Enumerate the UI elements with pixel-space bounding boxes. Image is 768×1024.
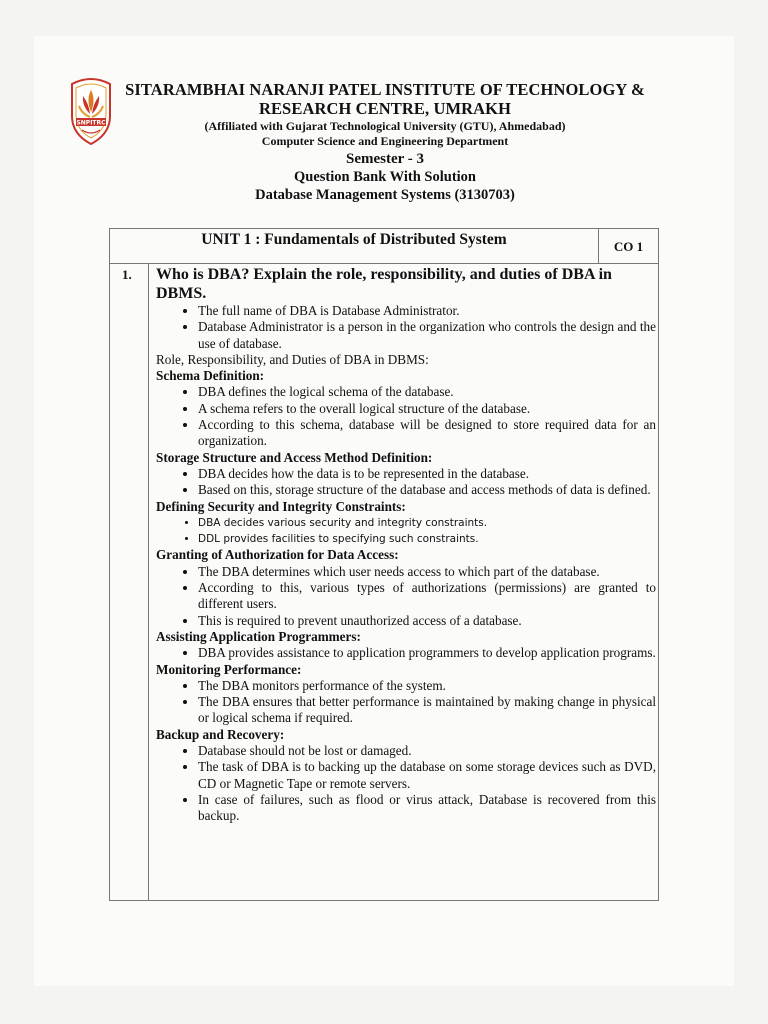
question-number: 1. xyxy=(122,267,132,282)
intro-list xyxy=(156,303,656,352)
institute-name-line2: RESEARCH CENTRE, UMRAKH xyxy=(258,99,512,118)
department: Computer Science and Engineering Department xyxy=(261,134,509,148)
question-number-column xyxy=(110,263,149,900)
schema-list xyxy=(156,384,656,449)
list-item: • Database Administrator is a person in the organization who controls the design and the use of database. xyxy=(198,319,656,352)
authorization-list xyxy=(156,564,656,629)
monitoring-list xyxy=(156,678,656,727)
list-item: • The task of DBA is to backing up the database on some storage devices such as DVD, CD or Magnetic Tape or remote servers. xyxy=(198,759,656,792)
list-item: • DBA defines the logical schema of the database. xyxy=(198,384,656,400)
list-item: • A schema refers to the overall logical structure of the database. xyxy=(198,401,656,417)
unit-header-row xyxy=(110,229,658,264)
list-item: • This is required to prevent unauthorized access of a database. xyxy=(198,613,656,629)
question-text: Who is DBA? Explain the role, responsibility, and duties of DBA in DBMS. xyxy=(156,266,612,302)
list-item: • DBA decides various security and integrity constraints. xyxy=(198,515,656,531)
course-outcome-cell: CO 1 xyxy=(598,229,658,263)
security-list xyxy=(156,515,656,548)
document-type: Question Bank With Solution xyxy=(294,169,476,185)
institute-logo xyxy=(66,72,116,148)
list-item: • In case of failures, such as flood or virus attack, Database is recovered from this backup. xyxy=(198,792,656,825)
backup-list xyxy=(156,743,656,824)
subject-title: Database Management Systems (3130703) xyxy=(255,187,515,203)
section-heading-assisting: Assisting Application Programmers: xyxy=(156,628,361,644)
assisting-list xyxy=(156,645,656,661)
list-item: • Database should not be lost or damaged. xyxy=(198,743,656,759)
affiliation: (Affiliated with Gujarat Technological University (GTU), Ahmedabad) xyxy=(204,119,566,133)
logo-text: SNPITRC xyxy=(76,119,106,127)
section-heading-monitoring: Monitoring Performance: xyxy=(156,661,302,677)
roles-heading: Role, Responsibility, and Duties of DBA in DBMS: xyxy=(156,351,429,367)
section-heading-security: Defining Security and Integrity Constraints: xyxy=(156,498,406,514)
section-heading-backup: Backup and Recovery: xyxy=(156,726,285,742)
list-item: • DBA decides how the data is to be represented in the database. xyxy=(198,466,656,482)
document-header xyxy=(120,80,650,204)
list-item: • According to this schema, database will be designed to store required data for an organization. xyxy=(198,417,656,450)
section-heading-schema: Schema Definition: xyxy=(156,368,265,384)
section-heading-authorization: Granting of Authorization for Data Access: xyxy=(156,547,399,563)
storage-list xyxy=(156,466,656,499)
list-item: • The DBA monitors performance of the system. xyxy=(198,678,656,694)
semester: Semester - 3 xyxy=(345,151,425,167)
institute-name-line1: SITARAMBHAI NARANJI PATEL INSTITUTE OF TECHNOLOGY & xyxy=(125,80,645,99)
list-item: • Based on this, storage structure of the database and access methods of data is defined. xyxy=(198,482,656,498)
list-item: • The DBA determines which user needs access to which part of the database. xyxy=(198,564,656,580)
unit-title: UNIT 1 : Fundamentals of Distributed System xyxy=(201,231,507,248)
list-item: • DBA provides assistance to application programmers to develop application programs. xyxy=(198,645,656,661)
list-item: • DDL provides facilities to specifying such constraints. xyxy=(198,531,656,547)
section-heading-storage: Storage Structure and Access Method Definition: xyxy=(156,449,433,465)
answer-content xyxy=(156,265,656,825)
list-item: • The DBA ensures that better performance is maintained by making change in physical or logical schema if required. xyxy=(198,694,656,727)
question-table xyxy=(109,228,659,901)
list-item: • The full name of DBA is Database Administrator. xyxy=(198,303,656,319)
list-item: • According to this, various types of authorizations (permissions) are granted to different users. xyxy=(198,580,656,613)
